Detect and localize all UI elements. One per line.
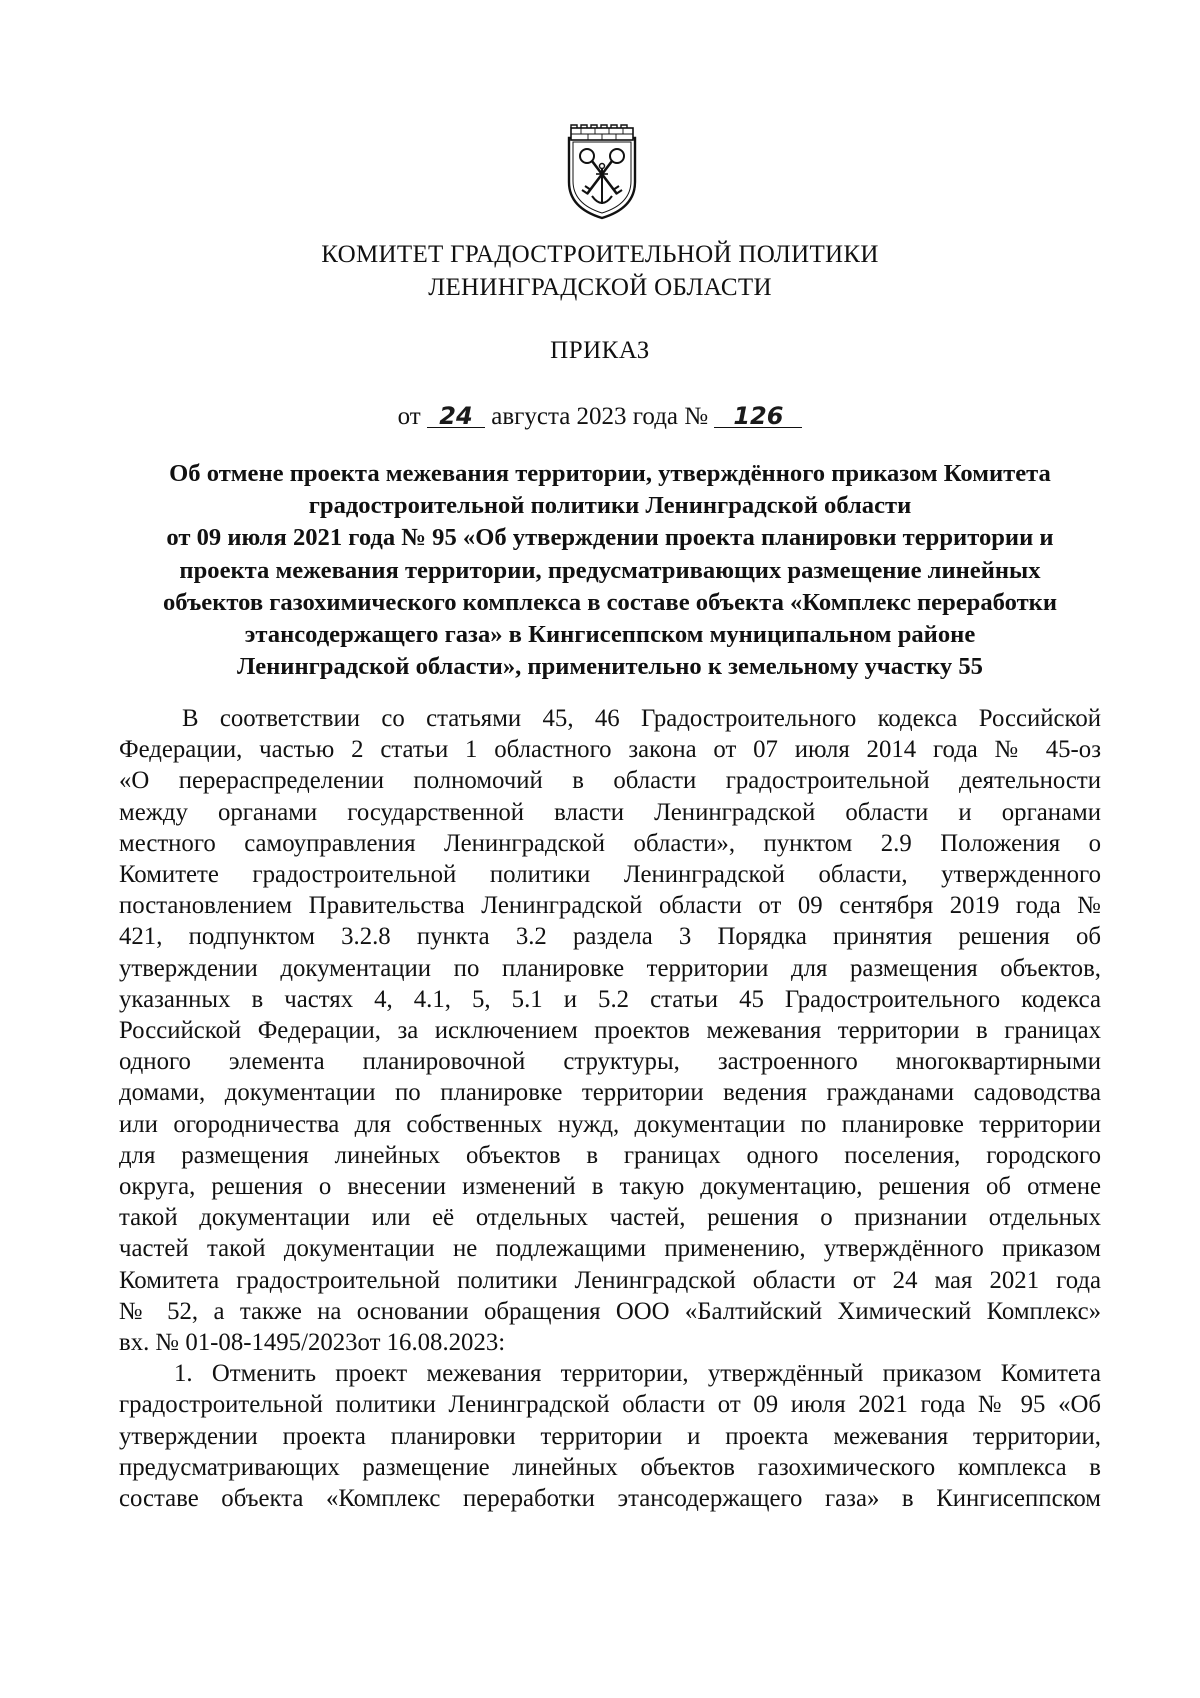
item1-line: 1. Отменить проект межевания территории, утверждённый приказом Комитета bbox=[174, 1360, 1101, 1388]
preamble-line: В соответствии со статьями 45, 46 Градостроительного кодекса Российской bbox=[182, 705, 1101, 732]
date-middle: августа 2023 года № bbox=[491, 403, 709, 430]
preamble-line: или огородничества для собственных нужд, документации по планировке территории bbox=[119, 1110, 1101, 1138]
title-line: объектов газохимического комплекса в составе объекта «Комплекс переработки bbox=[162, 588, 1058, 616]
preamble-line: Комитете градостроительной политики Ленинградской области, утвержденного bbox=[119, 861, 1101, 889]
preamble-line: между органами государственной власти Ленинградской области и органами bbox=[119, 798, 1101, 826]
item1-line: предусматривающих размещение линейных объектов газохимического комплекса в bbox=[119, 1453, 1101, 1481]
document-type: ПРИКАЗ bbox=[550, 337, 650, 364]
title-line: Ленинградской области», применительно к земельному участку 55 bbox=[237, 653, 983, 681]
preamble-line: постановлением Правительства Ленинградской области от 09 сентября 2019 года № bbox=[119, 892, 1101, 920]
order-date-line bbox=[0, 403, 1200, 431]
title-line: этансодержащего газа» в Кингисеппском муниципальном районе bbox=[244, 621, 976, 649]
preamble-line: такой документации или её отдельных частей, решения о признании отдельных bbox=[119, 1204, 1101, 1232]
preamble-line: для размещения линейных объектов в границах одного поселения, городского bbox=[119, 1141, 1101, 1169]
title-line: градостроительной политики Ленинградской области bbox=[308, 492, 912, 520]
preamble-line: округа, решения о внесении изменений в такую документацию, решения об отмене bbox=[119, 1173, 1101, 1201]
handwritten-day: 24 bbox=[427, 405, 485, 428]
title-line: проекта межевания территории, предусматривающих размещение линейных bbox=[179, 556, 1041, 584]
date-prefix: от bbox=[397, 403, 421, 430]
title-line: Об отмене проекта межевания территории, утверждённого приказом Комитета bbox=[169, 460, 1051, 487]
preamble-line: 421, подпунктом 3.2.8 пункта 3.2 раздела 3 Порядка принятия решения об bbox=[119, 923, 1101, 951]
order-body bbox=[119, 703, 1101, 1514]
item1-line: составе объекта «Комплекс переработки этансодержащего газа» в Кингисеппском bbox=[119, 1485, 1101, 1513]
title-line: от 09 июля 2021 года № 95 «Об утверждении проекта планировки территории и bbox=[166, 524, 1054, 552]
order-title bbox=[110, 458, 1110, 683]
preamble-line: местного самоуправления Ленинградской области», пунктом 2.9 Положения о bbox=[119, 829, 1101, 857]
preamble-line: частей такой документации не подлежащими применению, утверждённого приказом bbox=[119, 1235, 1101, 1263]
preamble-line: утверждении документации по планировке территории для размещения объектов, bbox=[119, 954, 1101, 982]
item1-line: градостроительной политики Ленинградской области от 09 июля 2021 года № 95 «Об bbox=[119, 1391, 1101, 1419]
preamble-line: домами, документации по планировке территории ведения гражданами садоводства bbox=[119, 1079, 1101, 1107]
leningrad-oblast-coat-of-arms-icon bbox=[565, 124, 639, 220]
preamble-line: одного элемента планировочной структуры, застроенного многоквартирными bbox=[119, 1048, 1101, 1076]
preamble-line: «О перераспределении полномочий в области градостроительной деятельности bbox=[119, 767, 1101, 795]
preamble-line: указанных в частях 4, 4.1, 5, 5.1 и 5.2 статьи 45 Градостроительного кодекса bbox=[119, 985, 1101, 1013]
organization-name-line1: КОМИТЕТ ГРАДОСТРОИТЕЛЬНОЙ ПОЛИТИКИ bbox=[321, 241, 879, 268]
preamble-line: Федерации, частью 2 статьи 1 областного закона от 07 июля 2014 года № 45-оз bbox=[119, 736, 1101, 764]
organization-name-line2: ЛЕНИНГРАДСКОЙ ОБЛАСТИ bbox=[428, 274, 772, 301]
handwritten-order-number: 126 bbox=[714, 405, 802, 428]
preamble-line: вх. № 01-08-1495/2023от 16.08.2023: bbox=[119, 1329, 506, 1357]
preamble-line: № 52, а также на основании обращения ООО «Балтийский Химический Комплекс» bbox=[119, 1297, 1101, 1325]
item1-line: утверждении проекта планировки территории и проекта межевания территории, bbox=[119, 1422, 1101, 1450]
preamble-line: Комитета градостроительной политики Ленинградской области от 24 мая 2021 года bbox=[119, 1266, 1101, 1294]
preamble-line: Российской Федерации, за исключением проектов межевания территории в границах bbox=[119, 1017, 1101, 1045]
